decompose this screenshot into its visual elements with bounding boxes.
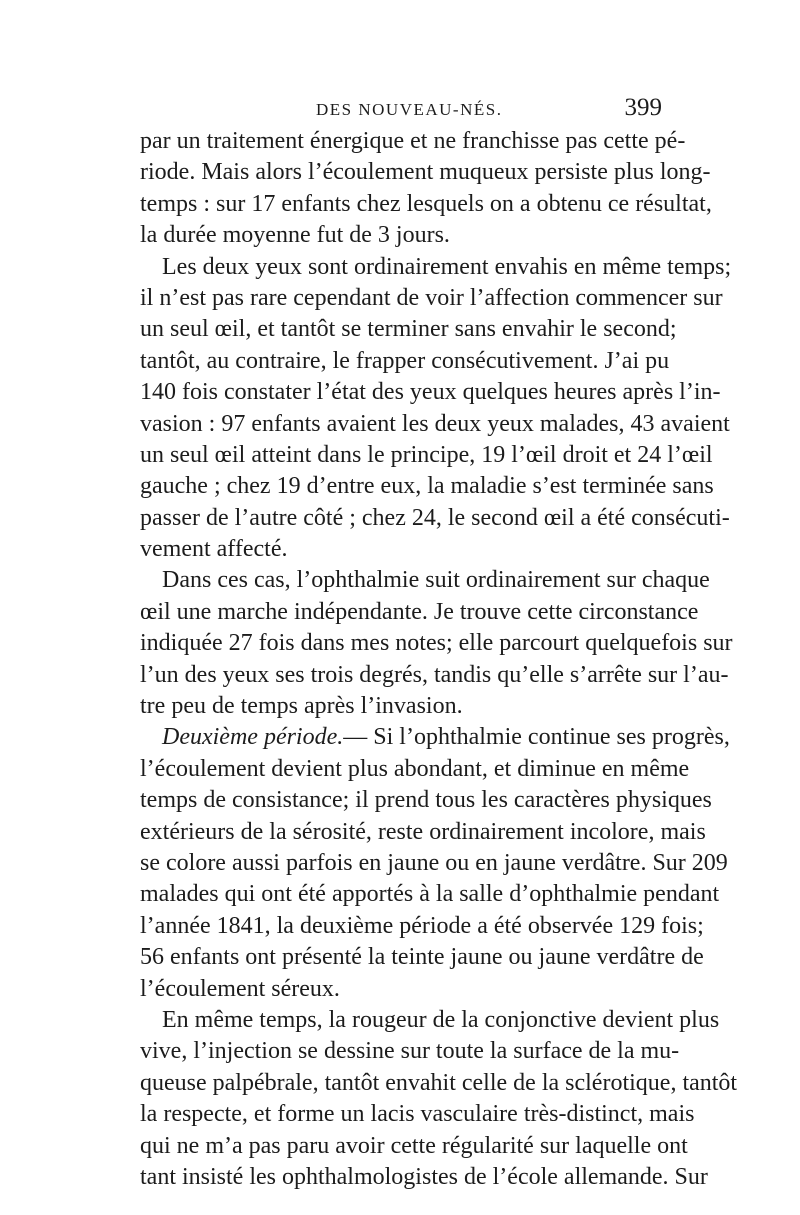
text-line: passer de l’autre côté ; chez 24, le second œil a été consécuti-	[140, 504, 730, 531]
text-line: par un traitement énergique et ne franchisse pas cette pé-	[140, 128, 686, 154]
text-line: l’écoulement séreux.	[140, 975, 340, 1002]
text-line: l’écoulement devient plus abondant, et diminue en même	[140, 755, 690, 782]
text-line: malades qui ont été apportés à la salle d’ophthalmie pendant	[140, 881, 720, 908]
text-line: extérieurs de la sérosité, reste ordinairement incolore, mais	[140, 818, 706, 845]
text-line: tantôt, au contraire, le frapper consécutivement. J’ai pu	[140, 347, 670, 374]
running-head	[140, 94, 662, 124]
text-line: queuse palpébrale, tantôt envahit celle de la sclérotique, tantôt	[140, 1069, 738, 1096]
page-number: 399	[624, 94, 662, 121]
text-line: un seul œil atteint dans le principe, 19 l’œil droit et 24 l’œil	[140, 441, 713, 468]
text-line: vement affecté.	[140, 536, 288, 563]
text-line: tre peu de temps après l’invasion.	[140, 693, 463, 720]
text-line: tant insisté les ophthalmologistes de l’école allemande. Sur	[140, 1163, 708, 1190]
text-line: l’année 1841, la deuxième période a été observée 129 fois;	[140, 912, 704, 939]
section-heading-line	[140, 722, 730, 753]
text-line: En même temps, la rougeur de la conjonctive devient plus	[162, 1006, 720, 1033]
text-line: 56 enfants ont présenté la teinte jaune ou jaune verdâtre de	[140, 944, 704, 971]
text-line: œil une marche indépendante. Je trouve cette circonstance	[140, 598, 699, 625]
running-head-title: DES NOUVEAU-NÉS.	[316, 100, 503, 119]
text-line: vasion : 97 enfants avaient les deux yeux malades, 43 avaient	[140, 410, 730, 437]
text-line: il n’est pas rare cependant de voir l’affection commencer sur	[140, 284, 723, 311]
text-line: temps de consistance; il prend tous les caractères physiques	[140, 787, 712, 814]
text-line: riode. Mais alors l’écoulement muqueux persiste plus long-	[140, 159, 711, 186]
text-line: Dans ces cas, l’ophthalmie suit ordinairement sur chaque	[162, 567, 710, 594]
section-heading: Deuxième période.	[162, 724, 344, 751]
text-line: la respecte, et forme un lacis vasculaire très-distinct, mais	[140, 1101, 695, 1128]
text-line: temps : sur 17 enfants chez lesquels on a obtenu ce résultat,	[140, 190, 712, 217]
text-line: indiquée 27 fois dans mes notes; elle parcourt quelquefois sur	[140, 630, 733, 657]
text-line: vive, l’injection se dessine sur toute la surface de la mu-	[140, 1038, 680, 1065]
text-line: la durée moyenne fut de 3 jours.	[140, 222, 450, 249]
text-line: qui ne m’a pas paru avoir cette régularité sur laquelle ont	[140, 1132, 688, 1159]
body-text	[140, 126, 738, 1193]
text-line: l’un des yeux ses trois degrés, tandis qu’elle s’arrête sur l’au-	[140, 661, 729, 688]
text-line: gauche ; chez 19 d’entre eux, la maladie s’est terminée sans	[140, 473, 714, 500]
text-line: Les deux yeux sont ordinairement envahis en même temps;	[162, 253, 732, 280]
text-line: 140 fois constater l’état des yeux quelques heures après l’in-	[140, 379, 721, 406]
text-line: un seul œil, et tantôt se terminer sans envahir le second;	[140, 316, 677, 343]
text-line: se colore aussi parfois en jaune ou en jaune verdâtre. Sur 209	[140, 849, 728, 876]
text-line-tail: — Si l’ophthalmie continue ses progrès,	[343, 724, 730, 751]
